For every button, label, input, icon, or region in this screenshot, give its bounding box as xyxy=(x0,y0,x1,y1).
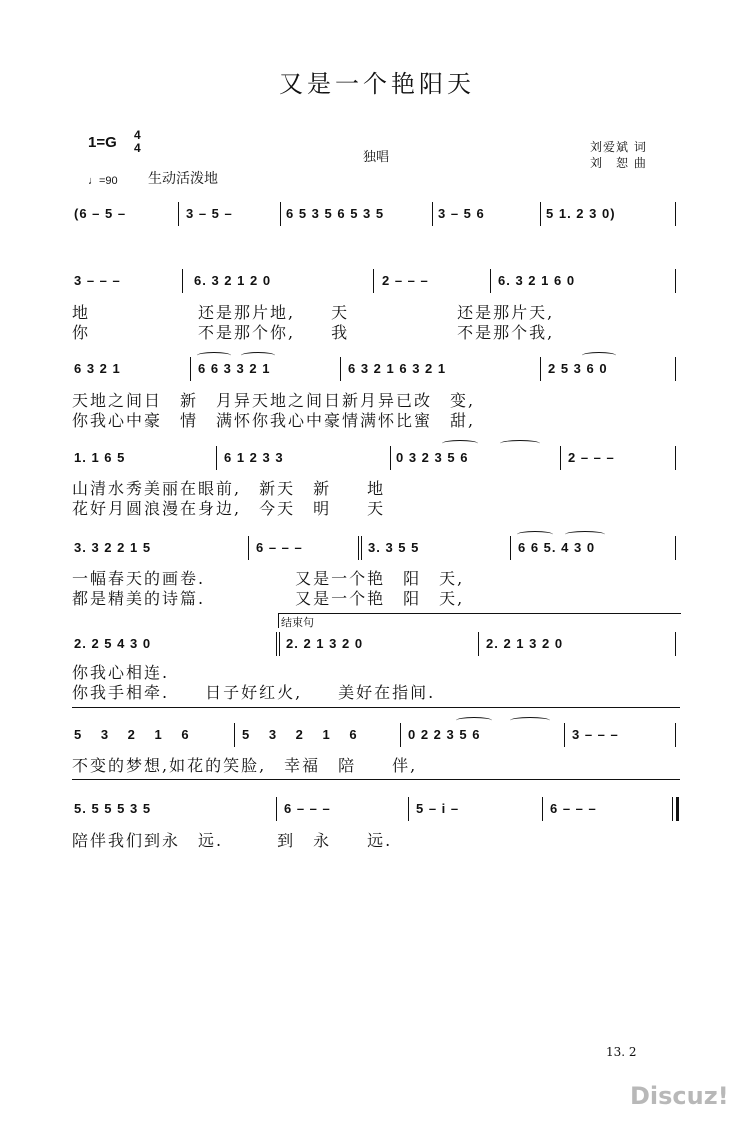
measure: (6 – 5 – xyxy=(74,206,127,221)
measure: 6 6 5. 4 3 0 xyxy=(518,540,596,555)
measure: 0 2 2 3 5 6 xyxy=(408,727,481,742)
time-signature xyxy=(134,129,141,155)
measure: 2. 2 1 3 2 0 xyxy=(486,636,564,651)
measure: 3. 3 2 2 1 5 xyxy=(74,540,152,555)
measure: 3 – 5 – xyxy=(186,206,233,221)
time-signature-bottom: 4 xyxy=(134,141,141,155)
lyric-verse-1: 山清水秀美丽在眼前, 新天 新 地 xyxy=(72,479,386,498)
page-number: 13. 2 xyxy=(606,1045,637,1059)
measure: 5 – i – xyxy=(416,801,460,816)
notation-row xyxy=(70,632,680,656)
lyric-verse-2: 你我手相牵. 日子好红火, 美好在指间. xyxy=(72,683,436,702)
lyricist-credit: 刘爱斌 词 xyxy=(590,140,647,154)
time-signature-top: 4 xyxy=(134,128,141,142)
notation-row xyxy=(70,797,680,821)
measure: 1. 1 6 5 xyxy=(74,450,126,465)
measure: 2. 2 1 3 2 0 xyxy=(286,636,364,651)
lyric-verse-1: 你我心相连. xyxy=(72,663,170,682)
lyric-verse-1: 地 还是那片地, 天 还是那片天, xyxy=(72,303,555,322)
measure: 2 5 3 6 0 xyxy=(548,361,608,376)
measure: 3 – 5 6 xyxy=(438,206,485,221)
watermark: Discuz! xyxy=(630,1082,729,1110)
measure: 6 3 2 1 6 3 2 1 xyxy=(348,361,447,376)
lyric-verse-1: 一幅春天的画卷. 又是一个艳 阳 天, xyxy=(72,569,465,588)
measure: 3 – – – xyxy=(572,727,619,742)
measure: 6. 3 2 1 2 0 xyxy=(194,273,272,288)
measure: 5 3 2 1 6 xyxy=(242,727,358,742)
notation-row xyxy=(70,723,680,747)
song-title: 又是一个艳阳天 xyxy=(279,70,475,98)
performance-type: 独唱 xyxy=(363,150,390,165)
notation-row-intro xyxy=(70,202,680,226)
measure: 6 – – – xyxy=(550,801,597,816)
measure: 6 – – – xyxy=(284,801,331,816)
lyric-verse-1: 天地之间日 新 月异天地之间日新月异已改 变, xyxy=(72,391,476,410)
measure: 6. 3 2 1 6 0 xyxy=(498,273,576,288)
lyric-verse-2: 花好月圆浪漫在身边, 今天 明 天 xyxy=(72,499,386,518)
composer-credit: 刘 恕 曲 xyxy=(590,156,647,170)
style-marking: 生动活泼地 xyxy=(148,171,218,187)
measure: 6 5 3 5 6 5 3 5 xyxy=(286,206,385,221)
measure: 2 – – – xyxy=(382,273,429,288)
tempo-marking: ♩=90 xyxy=(88,175,118,187)
measure: 6 6 3 3 2 1 xyxy=(198,361,271,376)
measure: 6 – – – xyxy=(256,540,303,555)
measure: 6 3 2 1 xyxy=(74,361,121,376)
notation-row xyxy=(70,536,680,560)
measure: 6 1 2 3 3 xyxy=(224,450,284,465)
measure: 3 – – – xyxy=(74,273,121,288)
lyric-verse-2: 都是精美的诗篇. 又是一个艳 阳 天, xyxy=(72,589,465,608)
lyric-verse-2: 你 不是那个你, 我 不是那个我, xyxy=(72,323,555,342)
ending-label: 结束句 xyxy=(281,616,314,629)
staff-separator xyxy=(72,779,680,780)
measure: 5 1. 2 3 0) xyxy=(546,206,616,221)
notation-row xyxy=(70,357,680,381)
key-signature: 1=G xyxy=(88,134,117,151)
measure: 2 – – – xyxy=(568,450,615,465)
measure: 0 3 2 3 5 6 xyxy=(396,450,469,465)
lyric-verse-2: 你我心中豪 情 满怀你我心中豪情满怀比蜜 甜, xyxy=(72,411,476,430)
measure: 2. 2 5 4 3 0 xyxy=(74,636,152,651)
staff-separator xyxy=(72,707,680,708)
lyric-verse-1: 陪伴我们到永 远. 到 永 远. xyxy=(72,831,393,850)
measure: 5 3 2 1 6 xyxy=(74,727,190,742)
notation-row xyxy=(70,269,680,293)
measure: 5. 5 5 5 3 5 xyxy=(74,801,152,816)
lyric-verse-1: 不变的梦想,如花的笑脸, 幸福 陪 伴, xyxy=(72,756,418,775)
measure: 3. 3 5 5 xyxy=(368,540,420,555)
notation-row xyxy=(70,446,680,470)
ending-bracket xyxy=(278,613,681,628)
